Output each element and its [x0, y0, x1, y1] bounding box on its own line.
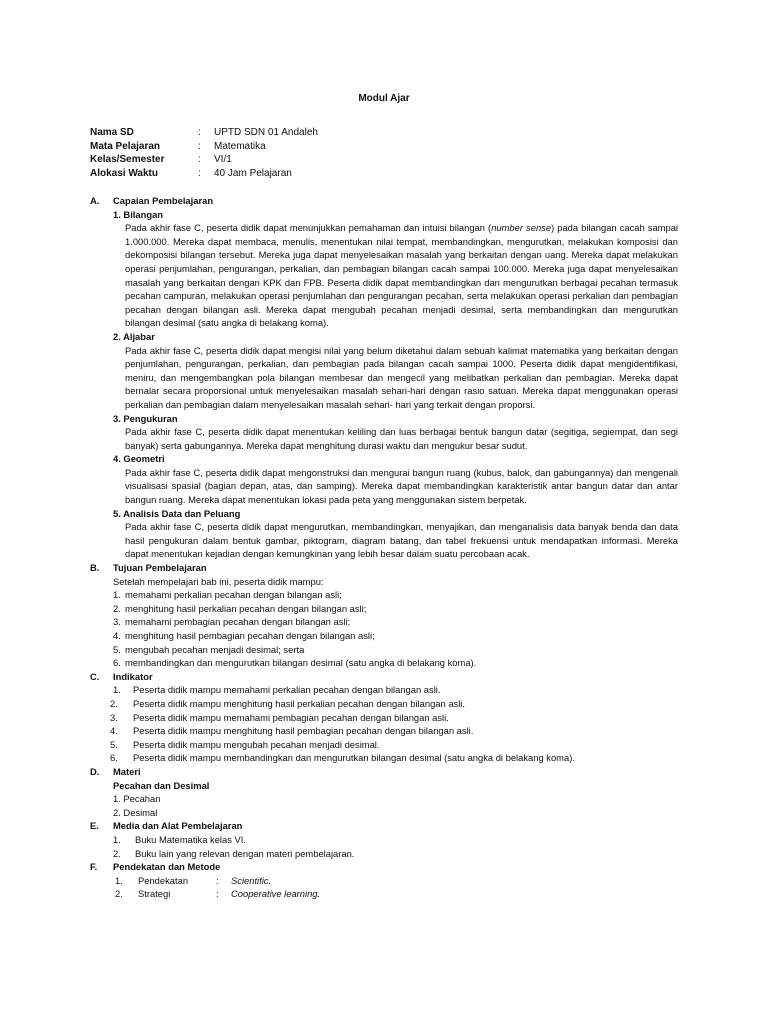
section-title: Tujuan Pembelajaran: [113, 562, 207, 574]
list-text: menghitung hasil perkalian pecahan dengan bilangan asli;: [125, 602, 367, 614]
meta-colon: :: [198, 127, 201, 138]
meta-row: [90, 140, 318, 154]
list-number: 4.: [110, 725, 118, 737]
meta-value: 40 Jam Pelajaran: [214, 168, 292, 180]
list-item: [90, 887, 678, 901]
section-heading-d: [90, 765, 678, 779]
subsection-heading: 1. Bilangan: [113, 208, 164, 220]
list-item: [90, 697, 678, 711]
paragraph-text: ) pada bilangan cacah sampai 1.000.000. Mereka dapat membaca, menulis, menentukan nilai tempat, membandingkan, mengurutkan, melakukan komposisi dan dekomposisi bilangan tersebut. Mereka juga dapat menyelesaikan masalah yang berkaitan dengan uang. Mereka dapat melakukan operasi penjumlahan, pengurangan, perkalian, dan pembagian bilangan cacah sampai 100.000. Mereka juga dapat menyelesaikan masalah yang berkaitan dengan KPK dan FPB. Peserta didik dapat membandingkan dan mengurutkan berbagai pecahan termasuk pecahan campuran, melakukan operasi penjumlahan dan pengurangan pecahan, serta melakukan operasi perkalian dan pembagian pecahan dengan bilangan asli. Mereka dapat mengubah pecahan menjadi desimal, serta membandingkan dan mengurutkan bilangan desimal (satu angka di belakang koma).: [125, 222, 678, 329]
section-letter: E.: [90, 820, 99, 832]
section-title: Pendekatan dan Metode: [113, 861, 221, 873]
list-text: Peserta didik mampu memahami pembagian pecahan dengan bilangan asli.: [133, 711, 449, 723]
list-item: 2. Desimal: [113, 806, 158, 818]
list-number: 2.: [115, 888, 123, 900]
list-number: 6.: [113, 657, 121, 669]
list-item: [90, 751, 678, 765]
list-item: [90, 847, 678, 861]
section-title: Capaian Pembelajaran: [113, 195, 214, 206]
list-text: Peserta didik mampu menghitung hasil pembagian pecahan dengan bilangan asli.: [133, 725, 474, 737]
list-number: 3.: [110, 711, 118, 723]
meta-label: Mata Pelajaran: [90, 140, 161, 152]
list-item: [90, 711, 678, 725]
list-text: Buku Matematika kelas VI.: [135, 833, 246, 845]
section-letter: D.: [90, 765, 100, 777]
paragraph-italic-term: number sense: [491, 222, 552, 234]
meta-row: [90, 167, 318, 181]
section-letter: F.: [90, 861, 98, 873]
list-text: memahami perkalian pecahan dengan bilangan asli;: [125, 589, 342, 601]
section-heading-e: [90, 819, 678, 833]
list-text: Peserta didik mampu membandingkan dan mengurutkan bilangan desimal (satu angka di belakang koma).: [133, 752, 575, 764]
approach-value: Scientific.: [231, 874, 272, 886]
strategy-label: Strategi: [138, 888, 171, 900]
strategy-colon: :: [216, 888, 219, 900]
list-text: Peserta didik mampu memahami perkalian pecahan dengan bilangan asli.: [133, 684, 441, 696]
section-heading-b: [90, 561, 678, 575]
approach-label: Pendekatan: [138, 874, 189, 886]
section-heading-f: [90, 860, 678, 874]
section-letter: A.: [90, 195, 100, 206]
list-item: 1. Pecahan: [113, 793, 161, 805]
list-number: 5.: [113, 643, 121, 655]
list-text: Peserta didik mampu mengubah pecahan menjadi desimal.: [133, 738, 380, 750]
list-number: 2.: [110, 697, 118, 709]
subsection-paragraph: Pada akhir fase C, peserta didik dapat mengonstruksi dan mengurai bangun ruang (kubus, balok, dan gabungannya) dan mengenali visualisasi spasial (bagian depan, atas, dan samping). Mereka dapat membandingkan karakteristik antar bangun datar dan antar bangun ruang. Mereka dapat menentukan lokasi pada peta yang menggunakan sistem berpetak.: [125, 466, 678, 506]
list-item: [90, 629, 678, 643]
list-number: 6.: [110, 752, 118, 764]
subsection-paragraph: Pada akhir fase C, peserta didik dapat mengurutkan, membandingkan, menyajikan, dan menganalisis data banyak benda dan data hasil pengukuran dalam bentuk gambar, piktogram, diagram batang, dan tabel frekuensi untuk mendapatkan informasi. Mereka dapat menentukan kejadian dengan kemungkinan yang lebih besar dalam suatu percobaan acak.: [125, 521, 678, 560]
list-text: memahami pembagian pecahan dengan bilangan asli;: [125, 616, 351, 628]
approach-colon: :: [216, 874, 219, 886]
meta-row: [90, 126, 318, 140]
list-number: 5.: [110, 738, 118, 750]
section-heading-a: [90, 194, 678, 208]
list-item: [90, 602, 678, 616]
meta-value: Matematika: [214, 140, 266, 152]
meta-colon: :: [198, 140, 201, 152]
subsection-heading: 4. Geometri: [113, 453, 165, 465]
document-body: [90, 194, 678, 901]
strategy-value: Cooperative learning.: [231, 888, 321, 900]
list-number: 2.: [113, 847, 121, 859]
list-number: 1.: [113, 589, 121, 601]
section-title: Media dan Alat Pembelajaran: [113, 820, 243, 832]
section-title: Indikator: [113, 670, 153, 682]
section-title: Materi: [113, 765, 141, 777]
list-number: 2.: [113, 602, 121, 614]
material-subheading: Pecahan dan Desimal: [113, 779, 210, 791]
subsection-heading: 5. Analisis Data dan Peluang: [113, 507, 241, 519]
meta-label: Alokasi Waktu: [90, 168, 158, 180]
list-number: 1.: [113, 833, 121, 845]
identity-block: [90, 126, 318, 181]
list-item: [90, 724, 678, 738]
subsection-heading: 3. Pengukuran: [113, 412, 178, 424]
list-text: membandingkan dan mengurutkan bilangan desimal (satu angka di belakang koma).: [125, 657, 477, 669]
paragraph-text: Pada akhir fase C, peserta didik dapat menunjukkan pemahaman dan intuisi bilangan (: [125, 222, 492, 234]
list-number: 3.: [113, 616, 121, 628]
list-item: [90, 738, 678, 752]
list-item: [90, 833, 678, 847]
section-letter: B.: [90, 562, 100, 574]
list-item: [90, 643, 678, 657]
list-text: Buku lain yang relevan dengan materi pembelajaran.: [135, 847, 355, 859]
meta-label: Nama SD: [90, 127, 134, 138]
subsection-paragraph: Pada akhir fase C, peserta didik dapat menentukan keliling dan luas berbagai bentuk bangun datar (segitiga, segiempat, dan segi banyak) serta gabungannya. Mereka dapat menghitung durasi waktu dan mengukur besar sudut.: [125, 426, 678, 451]
list-text: Peserta didik mampu menghitung hasil perkalian pecahan dengan bilangan asli.: [133, 697, 465, 709]
list-item: [90, 588, 678, 602]
meta-label: Kelas/Semester: [90, 154, 165, 166]
subsection-paragraph: Pada akhir fase C, peserta didik dapat mengisi nilai yang belum diketahui dalam sebuah kalimat matematika yang berkaitan dengan penjumlahan, pengurangan, perkalian, dan pembagian pada bilangan cacah sampai 1000. Peserta didik dapat mengidentifikasi, meniru, dan mengembangkan pola bilangan membesar dan mengecil yang melibatkan perkalian dan pembagian. Mereka dapat bernalar secara proporsional untuk menyelesaikan masalah sehari-hari dengan rasio satuan. Mereka dapat menggunakan operasi perkalian dan pembagian dalam menyelesaikan masalah sehari- hari yang terkait dengan proporsi.: [125, 344, 678, 410]
section-letter: C.: [90, 670, 100, 682]
list-number: 1.: [113, 684, 121, 696]
list-text: menghitung hasil pembagian pecahan dengan bilangan asli;: [125, 630, 375, 641]
meta-colon: :: [198, 168, 201, 180]
subsection-paragraph: [90, 221, 678, 330]
meta-row: [90, 153, 318, 167]
meta-value: UPTD SDN 01 Andaleh: [214, 127, 318, 138]
list-number: 4.: [113, 630, 121, 641]
list-item: [90, 874, 678, 888]
subsection-heading: 2. Aljabar: [113, 330, 155, 342]
section-heading-c: [90, 670, 678, 684]
section-intro: Setelah mempelajari bab ini, peserta didik mampu:: [113, 575, 324, 587]
meta-colon: :: [198, 154, 201, 166]
list-item: [90, 683, 678, 697]
list-item: [90, 656, 678, 670]
list-number: 1.: [115, 874, 123, 886]
list-item: [90, 615, 678, 629]
page-title: Modul Ajar: [358, 93, 410, 104]
meta-value: VI/1: [214, 154, 232, 166]
list-text: mengubah pecahan menjadi desimal; serta: [125, 643, 305, 655]
